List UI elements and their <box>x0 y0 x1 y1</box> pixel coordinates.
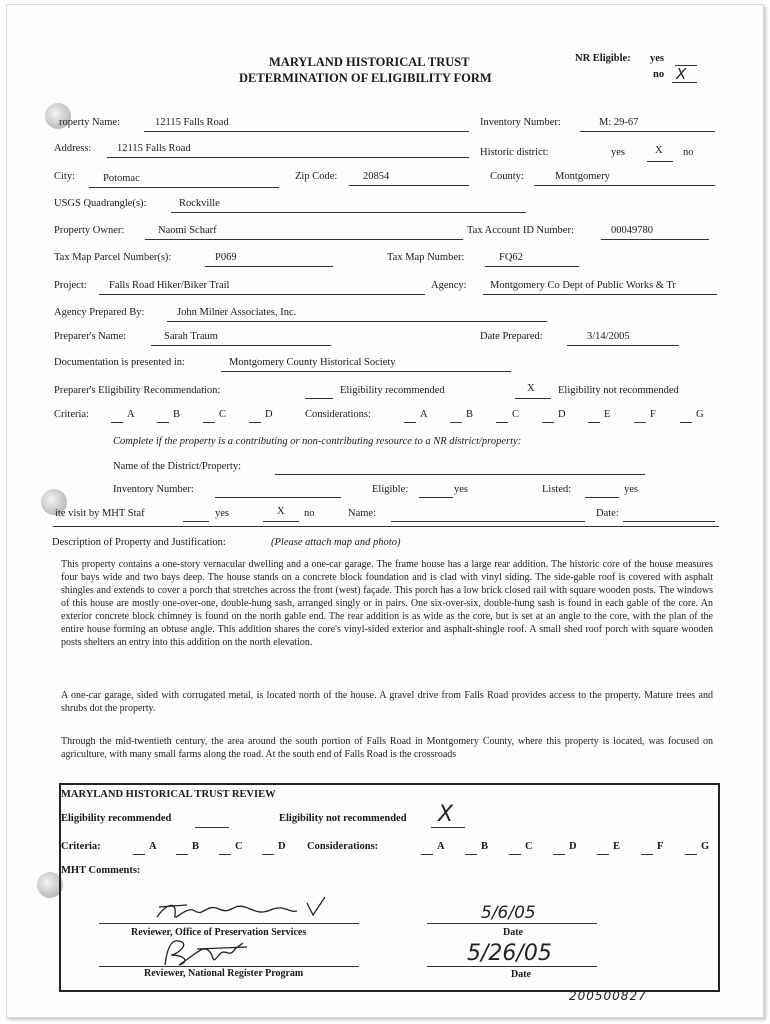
county-label: County: <box>490 171 524 182</box>
name-label: Name: <box>348 508 376 519</box>
agency-line <box>483 294 717 295</box>
date-prepared-value: 3/14/2005 <box>587 331 630 342</box>
usgs-line <box>171 212 526 213</box>
owner-label: Property Owner: <box>54 225 125 236</box>
rcons-row-letter: F <box>657 841 664 852</box>
crit-row-blank <box>249 422 261 423</box>
form-title-line1: MARYLAND HISTORICAL TRUST <box>269 55 470 69</box>
eligible-line <box>419 497 453 498</box>
rcrit-row-letter: B <box>192 841 200 852</box>
property-name-value: 12115 Falls Road <box>155 117 229 128</box>
crit-row-letter: C <box>219 409 227 420</box>
date1-label: Date <box>503 927 523 938</box>
usgs-value: Rockville <box>179 198 220 209</box>
considerations-label: Considerations: <box>305 409 371 420</box>
review-elig-not-recommended: Eligibility not recommended <box>279 813 407 824</box>
reviewer2-signature <box>157 935 257 969</box>
prepared-by-value: John Milner Associates, Inc. <box>177 307 297 318</box>
rcons-row-blank <box>597 854 609 855</box>
review-criteria-label: Criteria: <box>61 841 101 852</box>
parcel-line <box>205 266 333 267</box>
tax-account-line <box>601 239 709 240</box>
inventory-number-label: Inventory Number: <box>480 117 561 128</box>
historic-mark: X <box>655 145 663 156</box>
rcons-row-letter: D <box>569 841 577 852</box>
cons-row-blank <box>496 422 508 423</box>
site-mark: X <box>277 506 285 517</box>
rcons-row-blank <box>509 854 521 855</box>
nr-eligible-label: NR Eligible: <box>575 53 631 64</box>
preparer-line <box>151 345 331 346</box>
rcrit-row-blank <box>262 854 274 855</box>
recommendation-label: Preparer's Eligibility Recommendation: <box>54 385 221 396</box>
nr-yes-label: yes <box>650 53 664 64</box>
site-yes-label: yes <box>215 508 229 519</box>
inventory-number-value: M: 29-67 <box>599 117 639 128</box>
reviewer2-label: Reviewer, National Register Program <box>144 968 304 979</box>
prepared-by-line <box>167 321 547 322</box>
property-name-label: roperty Name: <box>59 117 120 128</box>
date-prepared-line <box>567 345 679 346</box>
prepared-by-label: Agency Prepared By: <box>54 307 145 318</box>
tax-map-label: Tax Map Number: <box>387 252 465 263</box>
agency-label: Agency: <box>431 280 467 291</box>
site-mark-line <box>263 521 299 522</box>
rcrit-row-letter: A <box>149 841 157 852</box>
documentation-label: Documentation is presented in: <box>54 357 185 368</box>
project-line <box>99 294 425 295</box>
project-label: Project: <box>54 280 87 291</box>
reviewer2-line <box>99 966 359 967</box>
rcrit-row-blank <box>133 854 145 855</box>
cons-row-letter: C <box>512 409 520 420</box>
reviewer1-line <box>99 923 359 924</box>
mht-comments-label: MHT Comments: <box>61 865 141 876</box>
preparer-label: Preparer's Name: <box>54 331 127 342</box>
cons-row-letter: A <box>420 409 428 420</box>
rcons-row-letter: G <box>701 841 710 852</box>
cons-row-letter: B <box>466 409 474 420</box>
date-line <box>623 521 715 522</box>
rcons-row-blank <box>465 854 477 855</box>
address-value: 12115 Falls Road <box>117 143 191 154</box>
stamp-number: 200500827 <box>569 989 647 1003</box>
crit-row-letter: D <box>265 409 273 420</box>
elig-recommended-line <box>305 398 333 399</box>
criteria-label: Criteria: <box>54 409 89 420</box>
site-visit-label: ite visit by MHT Staf <box>55 508 145 519</box>
tax-account-value: 00049780 <box>611 225 653 236</box>
tax-map-value: FQ62 <box>499 252 523 263</box>
rcrit-row-blank <box>176 854 188 855</box>
rcons-row-letter: C <box>525 841 533 852</box>
review-elig-recommended: Eligibility recommended <box>61 813 172 824</box>
eligible-yes: yes <box>454 484 468 495</box>
historic-mark-line <box>647 161 673 162</box>
tax-account-label: Tax Account ID Number: <box>467 225 574 236</box>
crit-row-blank <box>111 422 123 423</box>
reviewer1-signature <box>147 893 337 927</box>
tax-map-line <box>485 266 579 267</box>
rcrit-row-letter: C <box>235 841 243 852</box>
reviewer1-label: Reviewer, Office of Preservation Services <box>131 927 307 938</box>
cons-row-letter: G <box>696 409 704 420</box>
zip-line <box>349 185 469 186</box>
date2-label: Date <box>511 969 531 980</box>
eligible-label: Eligible: <box>372 484 409 495</box>
zip-label: Zip Code: <box>295 171 338 182</box>
review-title: MARYLAND HISTORICAL TRUST REVIEW <box>61 789 276 800</box>
elig-not-line <box>515 398 551 399</box>
rcons-row-letter: B <box>481 841 489 852</box>
description-note: (Please attach map and photo) <box>271 537 401 548</box>
inventory-number2-label: Inventory Number: <box>113 484 194 495</box>
date1-line <box>427 923 597 924</box>
historic-district-label: Historic district: <box>480 147 549 158</box>
rcons-row-blank <box>553 854 565 855</box>
cons-row-letter: D <box>558 409 566 420</box>
listed-line <box>585 497 619 498</box>
cons-row-blank <box>588 422 600 423</box>
cons-row-letter: F <box>650 409 656 420</box>
elig-not-recommended-label: Eligibility not recommended <box>558 385 679 396</box>
parcel-label: Tax Map Parcel Number(s): <box>54 252 172 263</box>
crit-row-letter: B <box>173 409 181 420</box>
cons-row-blank <box>680 422 692 423</box>
inventory-number-line <box>580 131 715 132</box>
owner-line <box>145 239 463 240</box>
historic-yes-label: yes <box>611 147 625 158</box>
county-line <box>534 185 715 186</box>
rcrit-row-letter: D <box>278 841 286 852</box>
documentation-line <box>221 371 511 372</box>
cons-row-blank <box>450 422 462 423</box>
county-value: Montgomery <box>555 171 610 182</box>
city-label: City: <box>54 171 76 182</box>
form-title-line2: DETERMINATION OF ELIGIBILITY FORM <box>239 71 492 85</box>
city-line <box>89 187 279 188</box>
owner-value: Naomi Scharf <box>158 225 217 236</box>
rcons-row-blank <box>685 854 697 855</box>
property-name-line <box>144 131 469 132</box>
address-line <box>107 157 469 158</box>
project-value: Falls Road Hiker/Biker Trail <box>109 280 230 291</box>
site-no-label: no <box>304 508 315 519</box>
review-date-2: 5/26/05 <box>467 941 552 966</box>
review-considerations-label: Considerations: <box>307 841 379 852</box>
section-divider <box>53 526 719 527</box>
rcons-row-blank <box>421 854 433 855</box>
cons-row-blank <box>634 422 646 423</box>
name-line <box>391 521 585 522</box>
review-date-1: 5/6/05 <box>481 903 536 923</box>
historic-no-label: no <box>683 147 694 158</box>
agency-value: Montgomery Co Dept of Public Works & Tr <box>490 280 676 291</box>
city-value: Potomac <box>103 173 140 184</box>
district-name-label: Name of the District/Property: <box>113 461 242 472</box>
cons-row-letter: E <box>604 409 611 420</box>
crit-row-letter: A <box>127 409 135 420</box>
zip-value: 20854 <box>363 171 390 182</box>
form-page <box>6 4 764 1018</box>
elig-recommended-label: Eligibility recommended <box>340 385 445 396</box>
crit-row-blank <box>203 422 215 423</box>
description-label: Description of Property and Justification: <box>52 537 226 548</box>
description-paragraph-2: A one-car garage, sided with corrugated metal, is located north of the house. A gravel drive from Falls Road provides access to the property. Mature trees and shrubs dot the property. <box>61 690 713 714</box>
complete-note: Complete if the property is a contributing or non-contributing resource to a NR district/property: <box>113 436 522 447</box>
rcons-row-blank <box>641 854 653 855</box>
usgs-label: USGS Quadrangle(s): <box>54 198 147 209</box>
rcons-row-letter: A <box>437 841 445 852</box>
nr-no-mark: X <box>676 65 687 83</box>
review-elig-recommended-line <box>195 827 229 828</box>
site-yes-line <box>183 521 209 522</box>
description-paragraph-1: This property contains a one-story vernacular dwelling and a one-car garage. The frame house has a large rear addition. The historic core of the house measures four bays wide and two bays deep. The house stands on a concrete block foundation and is clad with vinyl siding. The side-gable roof is covered with asphalt shingles and extends to cover a porch that stretches across the front (west) façade. This porch has a low brick closed rail with square wooden posts. The windows of this house are mostly one-over-one, double-hung sash, arranged singly or in pairs. One six-over-six, double-hung sash is found in each gable of the core. An exterior concrete block chimney is found on the north gable end. The rear addition is as wide as the core, but is set at an angle to the core, with the plan of the entire house forming an obtuse angle. This addition shares the core's vinyl-sided exterior and asphalt-shingle roof. A small shed roof porch with square wooden posts shelters an entry into this addition on the north elevation. <box>61 559 713 648</box>
cons-row-blank <box>542 422 554 423</box>
parcel-value: P069 <box>215 252 237 263</box>
description-paragraph-3: Through the mid-twentieth century, the area around the south portion of Falls Road in Montgomery County, where this property is located, was focused on agriculture, with many small farms along the road. At the south end of Falls Road is the crossroads <box>61 736 713 760</box>
nr-no-label: no <box>653 69 665 80</box>
review-elig-not-line <box>431 827 465 828</box>
documentation-value: Montgomery County Historical Society <box>229 357 396 368</box>
cons-row-blank <box>404 422 416 423</box>
listed-yes: yes <box>624 484 638 495</box>
date2-line <box>427 966 597 967</box>
address-label: Address: <box>54 143 92 154</box>
rcons-row-letter: E <box>613 841 621 852</box>
review-elig-not-mark: X <box>438 802 454 827</box>
elig-not-mark: X <box>527 383 535 394</box>
inventory-number2-line <box>215 497 341 498</box>
preparer-value: Sarah Traum <box>164 331 218 342</box>
listed-label: Listed: <box>542 484 572 495</box>
rcrit-row-blank <box>219 854 231 855</box>
date-label: Date: <box>596 508 619 519</box>
date-prepared-label: Date Prepared: <box>480 331 543 342</box>
district-name-line <box>275 474 645 475</box>
crit-row-blank <box>157 422 169 423</box>
